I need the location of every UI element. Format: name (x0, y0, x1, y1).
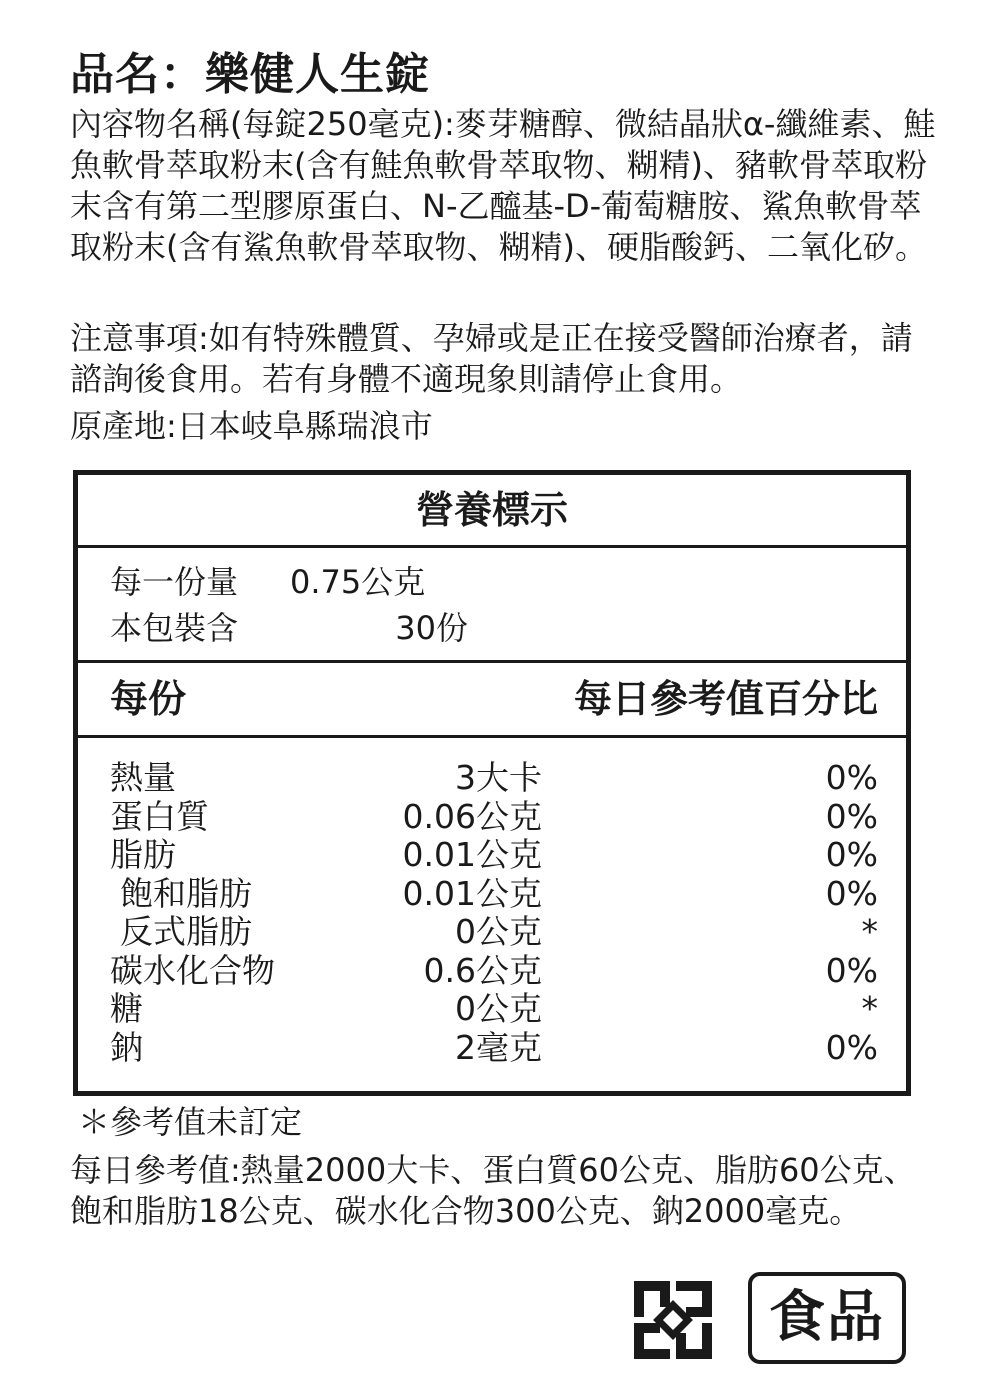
nutrient-amount: 0.01公克 (402, 835, 542, 874)
notice-text: 注意事項:如有特殊體質、孕婦或是正在接受醫師治療者，請諮詢後食用。若有身體不適現象則請停止食用。 (70, 319, 913, 398)
nutrition-header-row (78, 663, 906, 738)
nutrient-percent: * (861, 989, 878, 1028)
nutrient-amount: 0.6公克 (423, 950, 542, 990)
nutrient-row (78, 1029, 906, 1068)
serving-size-value: 0.75公克 (290, 563, 426, 601)
nutrition-title: 營養標示 (78, 475, 906, 548)
nutrient-row (78, 913, 906, 952)
nutrient-amount: 0.06公克 (402, 796, 542, 836)
nutrient-name: 鈉 (110, 1027, 143, 1067)
origin-text: 原產地:日本岐阜縣瑞浪市 (70, 407, 433, 445)
servings-value: 30份 (395, 609, 468, 647)
nutrition-panel (73, 470, 911, 1096)
nutrient-percent: 0% (825, 950, 878, 990)
nutrient-percent: 0% (825, 1027, 878, 1067)
food-badge: 食品 (748, 1272, 906, 1364)
serving-section (78, 548, 906, 663)
nutrient-row (78, 836, 906, 875)
nutrient-name: 脂肪 (110, 835, 176, 874)
serving-size-label: 每一份量 (110, 563, 239, 601)
nutrient-name: 反式脂肪 (120, 912, 252, 951)
nutrient-row (78, 952, 906, 991)
nutrient-name: 飽和脂肪 (120, 873, 252, 913)
recycle-icon (628, 1275, 718, 1365)
per-serving-header: 每份 (110, 677, 187, 721)
servings-label: 本包裝含 (110, 609, 239, 647)
nutrient-percent: 0% (825, 835, 878, 874)
nutrient-amount: 0公克 (455, 912, 542, 951)
nutrient-name: 糖 (110, 989, 143, 1028)
nutrient-percent: 0% (825, 758, 878, 797)
footnote-text: ＊參考值未訂定 (78, 1103, 303, 1141)
nutrient-amount: 0公克 (455, 989, 542, 1028)
ingredients-text: 內容物名稱(每錠250毫克):麥芽糖醇、微結晶狀α-纖維素、鮭魚軟骨萃取粉末(含有鮭魚軟骨萃取物、糊精)、豬軟骨萃取粉末含有第二型膠原蛋白、N-乙醯基-D-葡萄糖胺、鯊魚軟骨萃取粉末(含有鯊魚軟骨萃取物、糊精)、硬脂酸鈣、二氧化矽。 (70, 105, 936, 266)
nutrient-name: 碳水化合物 (110, 950, 275, 990)
daily-reference-text: 每日參考值:熱量2000大卡、蛋白質60公克、脂肪60公克、飽和脂肪18公克、碳水化合物300公克、鈉2000毫克。 (70, 1151, 916, 1230)
nutrient-percent: * (861, 912, 878, 951)
nutrient-amount: 0.01公克 (402, 873, 542, 913)
nutrient-list (78, 759, 906, 1067)
nutrient-row (78, 990, 906, 1029)
nutrient-name: 熱量 (110, 758, 176, 797)
nutrient-row (78, 875, 906, 914)
nutrient-percent: 0% (825, 796, 878, 836)
nutrient-row (78, 759, 906, 798)
nutrient-percent: 0% (825, 873, 878, 913)
nutrient-amount: 2毫克 (455, 1027, 542, 1067)
nutrient-name: 蛋白質 (110, 796, 209, 836)
nutrient-row (78, 798, 906, 837)
product-name: 品名：樂健人生錠 (70, 49, 430, 100)
nutrient-amount: 3大卡 (455, 758, 542, 797)
daily-value-header: 每日參考值百分比 (573, 677, 878, 721)
